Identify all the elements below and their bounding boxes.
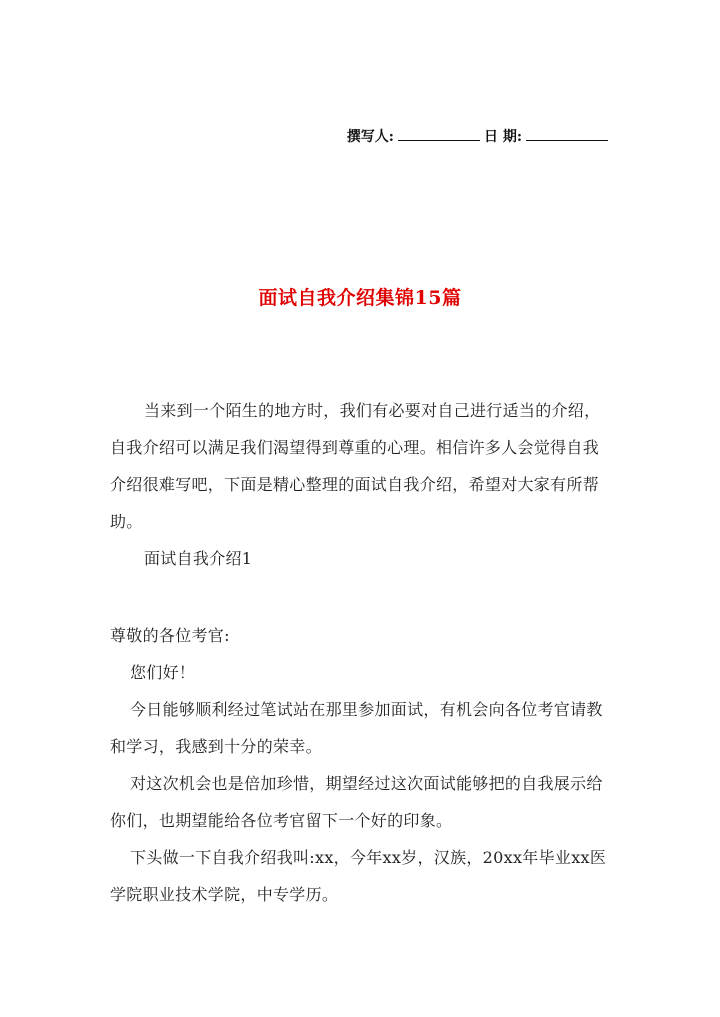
intro-paragraph: 当来到一个陌生的地方时，我们有必要对自己进行适当的介绍，自我介绍可以满足我们渴望得到尊重的心理。相信许多人会觉得自我介绍很难写吧，下面是精心整理的面试自我介绍，希望对大家有所帮助。 (110, 401, 601, 531)
section-heading: 面试自我介绍1 (144, 549, 253, 568)
date-label: 日 期: (483, 129, 522, 145)
author-label: 撰写人: (346, 129, 394, 145)
document-title: 面试自我介绍集锦15篇 (258, 287, 462, 309)
greeting: 您们好！ (130, 663, 196, 682)
body-paragraph-1: 今日能够顺利经过笔试站在那里参加面试，有机会向各位考官请教和学习，我感到十分的荣幸。 (110, 700, 603, 756)
body-paragraph-2: 对这次机会也是倍加珍惜，期望经过这次面试能够把的自我展示给你们，也期望能给各位考官留下一个好的印象。 (110, 774, 603, 830)
document-header (347, 126, 612, 146)
body-paragraph-3: 下头做一下自我介绍我叫:xx，今年xx岁，汉族，20xx年毕业xx医学院职业技术学院，中专学历。 (110, 848, 607, 904)
author-blank (398, 126, 480, 141)
date-blank (526, 126, 608, 141)
salutation: 尊敬的各位考官: (110, 626, 230, 645)
